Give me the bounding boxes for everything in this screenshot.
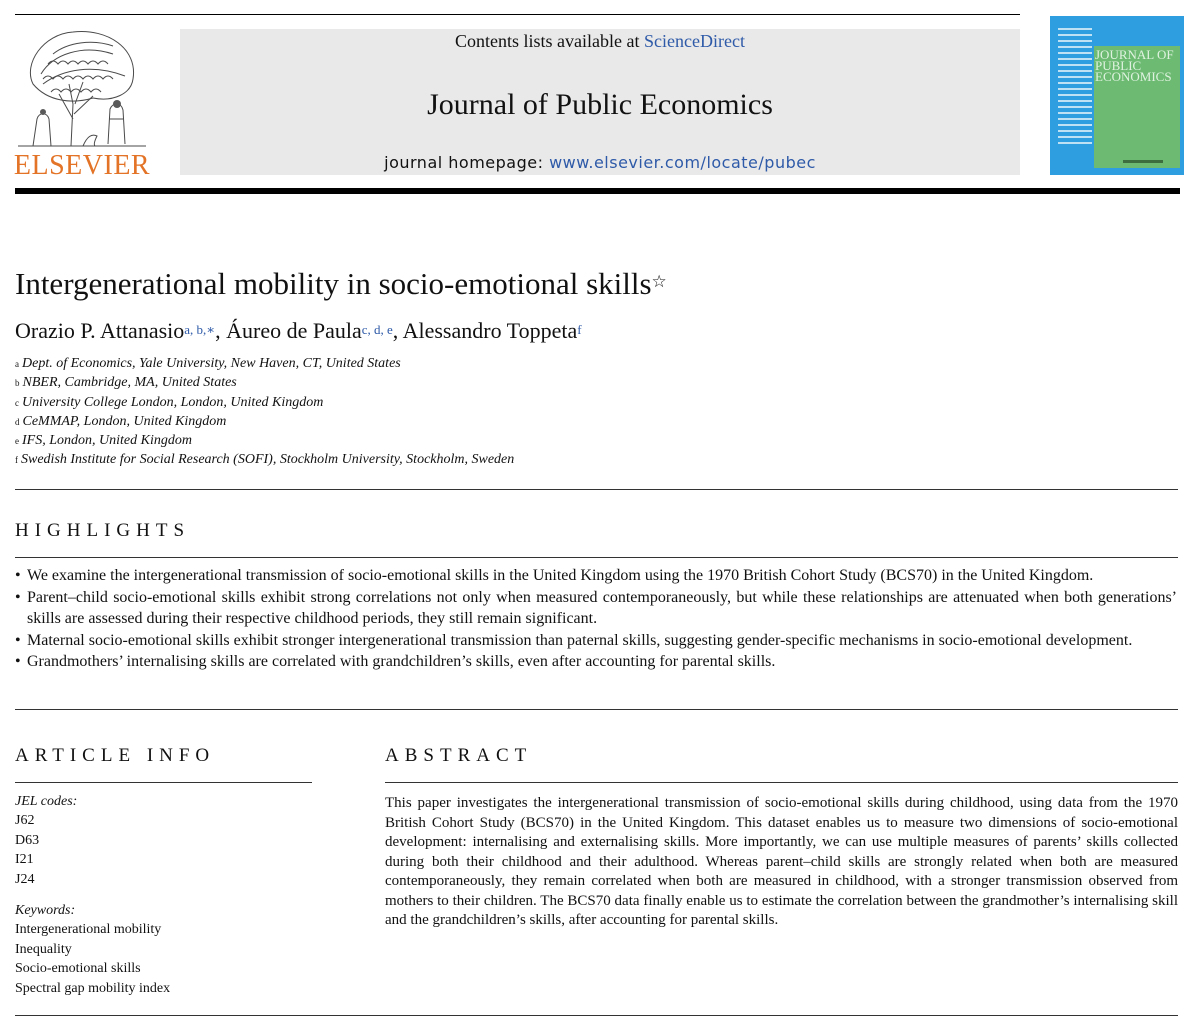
article-info bbox=[15, 792, 315, 998]
author-affil-marks[interactable]: c, d, e bbox=[361, 322, 393, 337]
affiliation bbox=[15, 373, 514, 392]
article-info-heading: ARTICLE INFO bbox=[15, 745, 216, 766]
article-title bbox=[15, 265, 667, 303]
elsevier-logo[interactable] bbox=[13, 24, 151, 179]
sciencedirect-link[interactable]: ScienceDirect bbox=[644, 31, 745, 51]
affiliation-mark: c bbox=[15, 397, 19, 408]
cover-title: JOURNAL OF PUBLIC ECONOMICS bbox=[1095, 47, 1174, 84]
journal-name: Journal of Public Economics bbox=[427, 88, 773, 121]
author-list bbox=[15, 317, 582, 345]
keyword: Intergenerational mobility bbox=[15, 922, 162, 937]
bottom-rule bbox=[15, 1015, 1178, 1016]
contents-prefix: Contents lists available at bbox=[455, 31, 640, 51]
homepage-prefix: journal homepage: bbox=[384, 153, 544, 172]
author-name[interactable]: Áureo de Paula bbox=[226, 318, 362, 343]
cover-publisher-mark bbox=[1123, 160, 1163, 163]
keywords-label: Keywords: bbox=[15, 903, 76, 918]
affiliation-mark: f bbox=[15, 455, 18, 466]
keyword: Spectral gap mobility index bbox=[15, 980, 171, 996]
highlight-item: • Parent–child socio-emotional skills exhibit strong correlations not only when measured contemporaneously, but while these relationships are attenuated when both generations’ skills are assessed during their respective childhood periods, they still remain significant. bbox=[15, 587, 1177, 630]
section-rule bbox=[15, 782, 312, 783]
title-footnote-mark[interactable]: ☆ bbox=[651, 272, 667, 291]
affiliation bbox=[15, 431, 514, 450]
jel-code: I21 bbox=[15, 852, 34, 867]
highlights-heading: HIGHLIGHTS bbox=[15, 520, 191, 541]
author-name[interactable]: Orazio P. Attanasio bbox=[15, 318, 185, 343]
homepage-link[interactable]: www.elsevier.com/locate/pubec bbox=[549, 153, 816, 172]
affiliation-text: IFS, London, United Kingdom bbox=[22, 433, 192, 449]
affiliation-text: Dept. of Economics, Yale University, New Haven, CT, United States bbox=[22, 356, 401, 371]
author-affil-marks[interactable]: a, b,∗ bbox=[184, 322, 216, 337]
header-thick-rule bbox=[15, 188, 1180, 194]
abstract-text: This paper investigates the intergenerational transmission of socio-emotional skills during childhood, using data from the 1970 British Cohort Study (BCS70) in the United Kingdom. This dataset enables us to measure two dimensions of socio-emotional development: internalising and externalising skills. More importantly, we can use multiple measures of parents’ skills collected during both their childhood and their adulthood. Whereas parent–child skills are strongly related when both are measured contemporaneously, they remain correlated when both are measured in childhood, with a stronger transmission observed from mothers to their children. The BCS70 data finally enable us to estimate the correlation between the grandmother’s internalising skill and the grandchildren’s skills, after accounting for parental skills. bbox=[385, 795, 1178, 928]
abstract-heading: ABSTRACT bbox=[385, 745, 533, 766]
affiliation-list bbox=[15, 354, 514, 470]
section-rule bbox=[15, 709, 1178, 710]
section-rule bbox=[385, 782, 1178, 783]
affiliation bbox=[15, 450, 514, 469]
journal-header bbox=[180, 29, 1020, 175]
jel-label: JEL codes: bbox=[15, 794, 78, 809]
keyword: Inequality bbox=[15, 941, 72, 957]
highlight-item: • Grandmothers’ internalising skills are correlated with grandchildren’s skills, even after accounting for parental skills. bbox=[15, 651, 1177, 673]
author-name[interactable]: Alessandro Toppeta bbox=[402, 318, 578, 343]
author-affil-marks[interactable]: f bbox=[577, 322, 582, 337]
affiliation-text: NBER, Cambridge, MA, United States bbox=[22, 375, 237, 391]
jel-code: J62 bbox=[15, 813, 35, 828]
affiliation-text: CeMMAP, London, United Kingdom bbox=[22, 413, 227, 429]
affiliation bbox=[15, 354, 514, 373]
affiliation bbox=[15, 412, 514, 431]
jel-code: J24 bbox=[15, 871, 35, 887]
homepage-line bbox=[180, 153, 1020, 173]
top-rule bbox=[15, 14, 1020, 15]
section-rule bbox=[15, 489, 1178, 490]
publisher-wordmark: ELSEVIER bbox=[13, 150, 151, 181]
cover-toc-lines bbox=[1058, 28, 1092, 148]
affiliation-mark: a bbox=[15, 359, 19, 369]
highlight-item: • Maternal socio-emotional skills exhibit stronger intergenerational transmission than paternal skills, suggesting gender-specific mechanisms in socio-emotional development. bbox=[15, 630, 1177, 652]
jel-code: D63 bbox=[15, 832, 40, 848]
author-separator: , bbox=[215, 318, 227, 343]
article-title-text: Intergenerational mobility in socio-emotional skills bbox=[15, 266, 652, 301]
affiliation-mark: d bbox=[15, 416, 20, 427]
affiliation-text: Swedish Institute for Social Research (SOFI), Stockholm University, Stockholm, Sweden bbox=[21, 452, 515, 468]
author-separator: , bbox=[392, 318, 403, 343]
contents-line bbox=[180, 30, 1020, 52]
affiliation-mark: b bbox=[15, 378, 20, 389]
highlight-item: • We examine the intergenerational transmission of socio-emotional skills in the United Kingdom using the 1970 British Cohort Study (BCS70) in the United Kingdom. bbox=[15, 565, 1177, 587]
highlights-list bbox=[15, 565, 1177, 673]
journal-cover-image[interactable] bbox=[1050, 16, 1184, 175]
section-rule bbox=[15, 557, 1178, 558]
affiliation-text: University College London, London, United Kingdom bbox=[22, 394, 324, 410]
elsevier-tree-icon bbox=[13, 24, 151, 149]
keyword: Socio-emotional skills bbox=[15, 961, 141, 976]
affiliation-mark: e bbox=[15, 436, 19, 447]
affiliation bbox=[15, 393, 514, 412]
